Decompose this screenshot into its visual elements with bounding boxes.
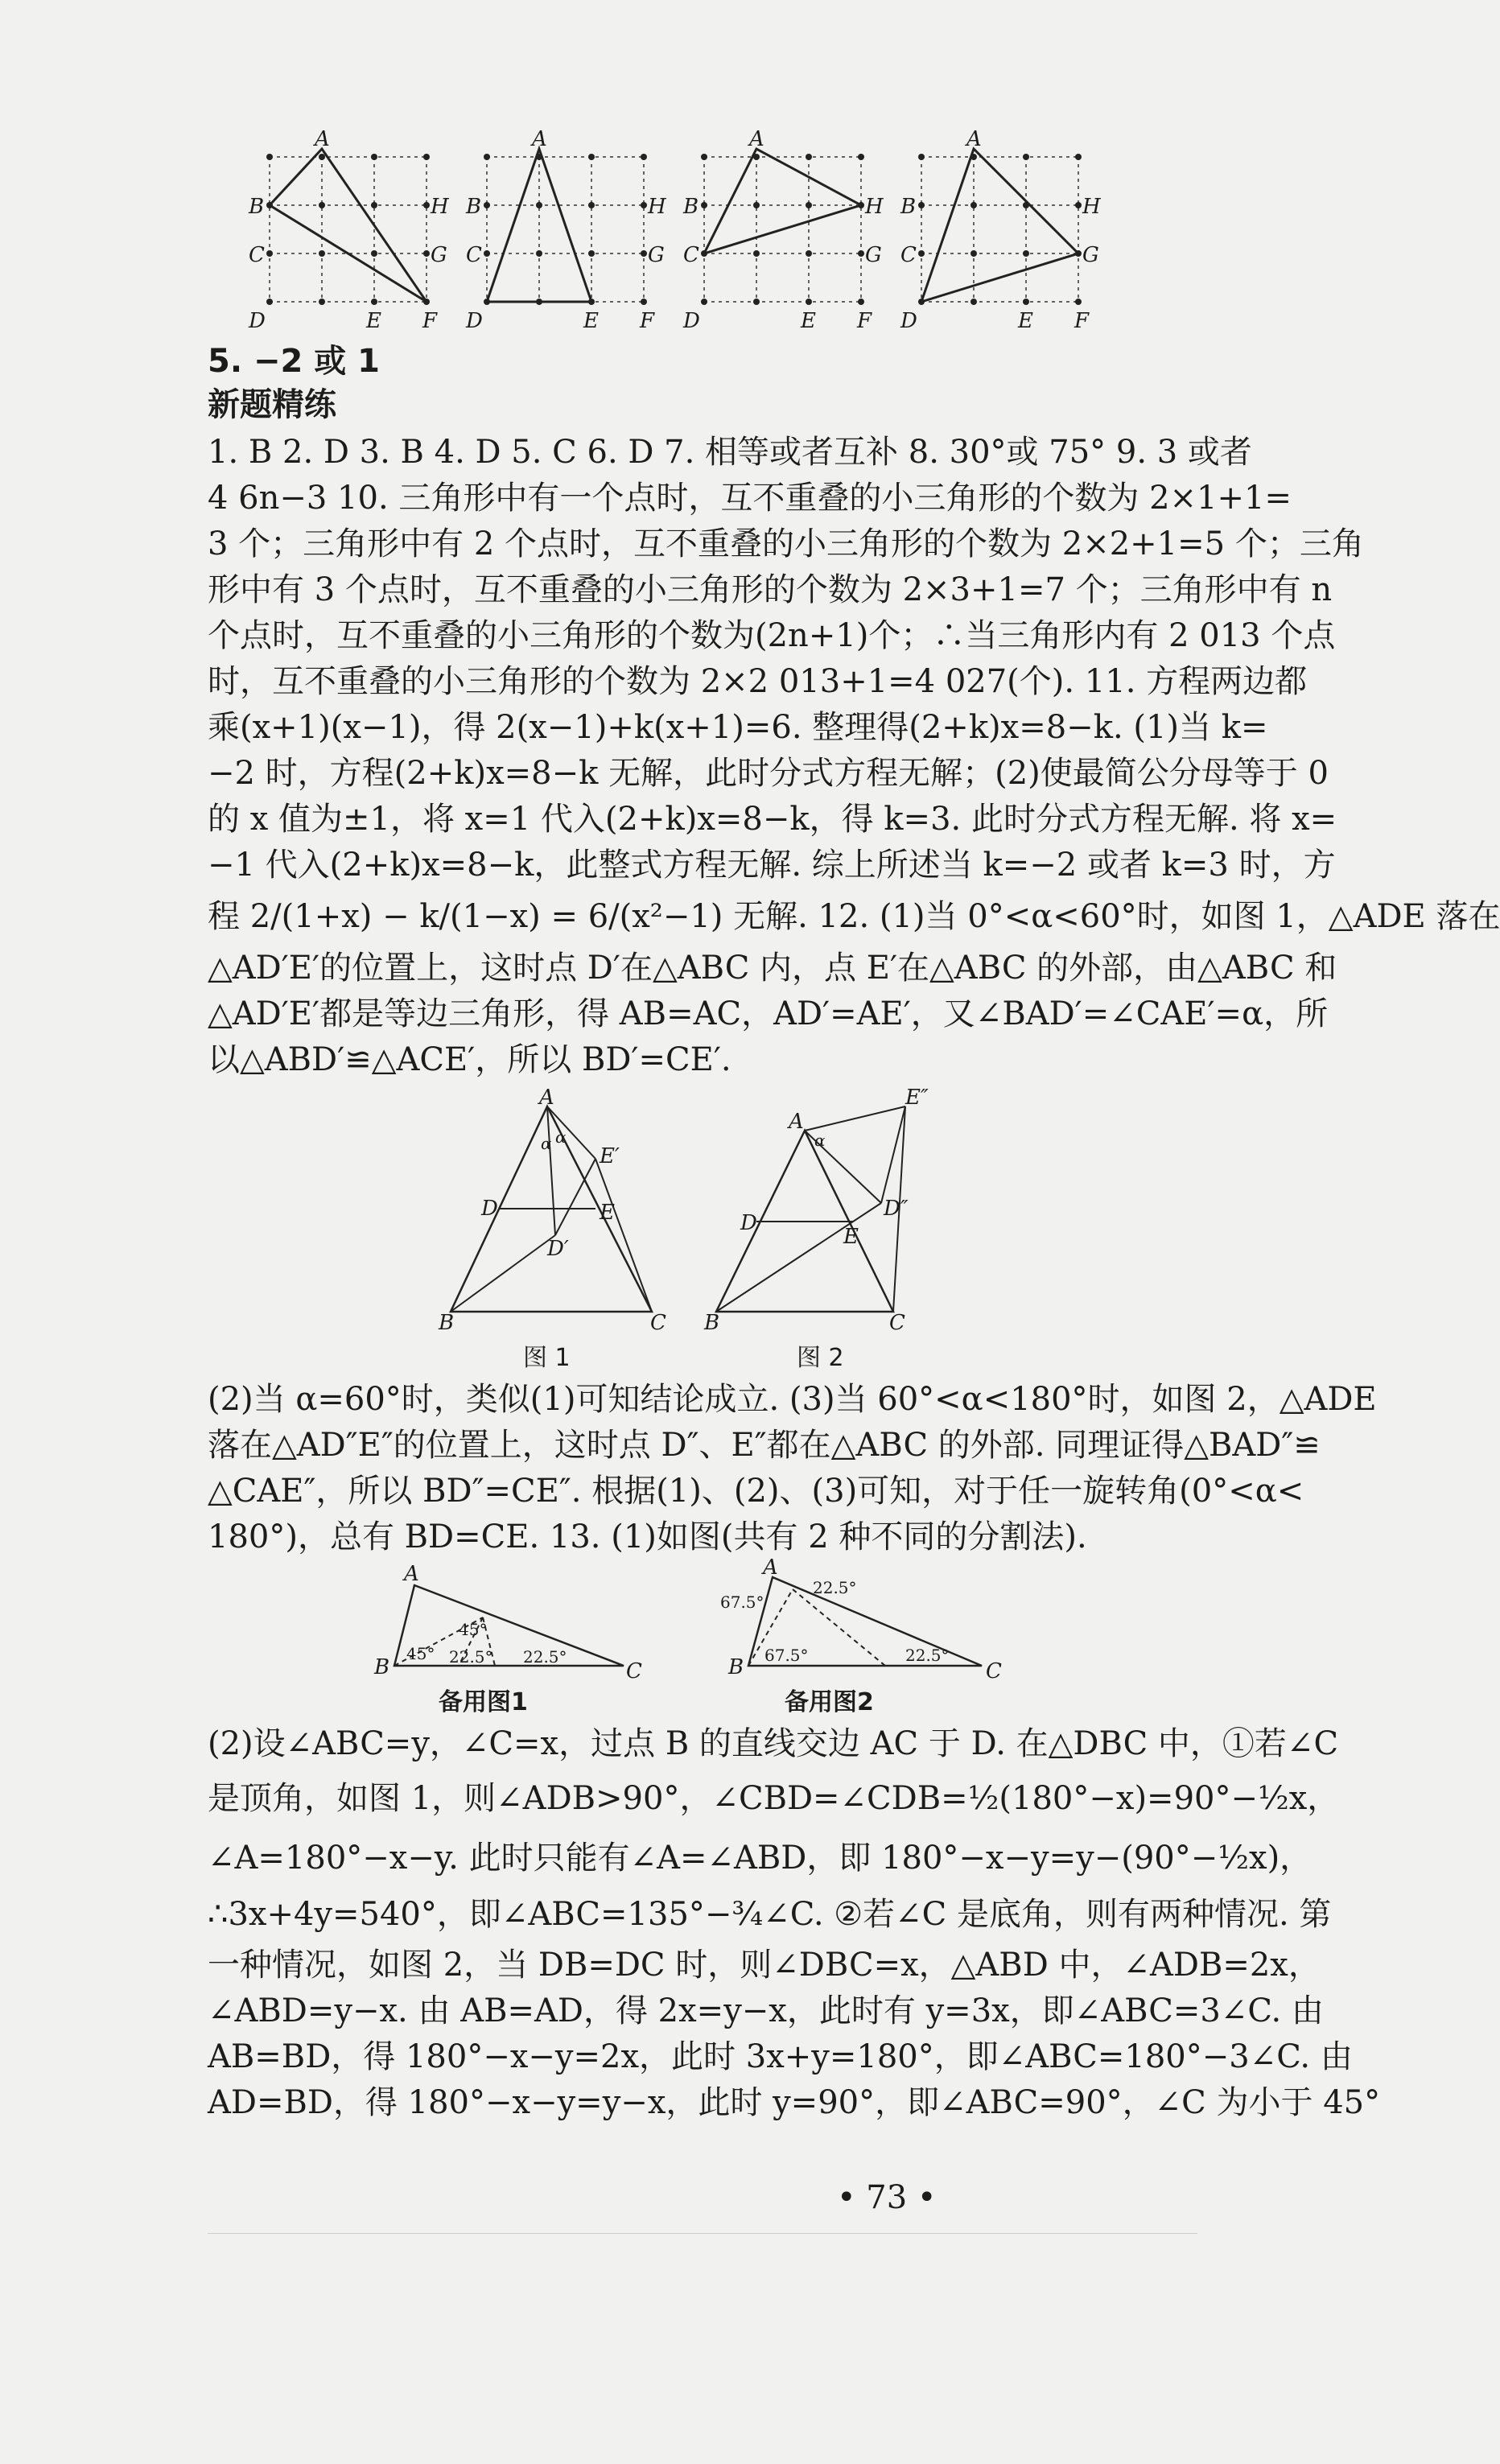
text-line: 形中有 3 个点时，互不重叠的小三角形的个数为 2×3+1=7 个；三角形中有 n (208, 571, 1333, 608)
svg-text:C: C (650, 1311, 666, 1335)
svg-text:C: C (626, 1659, 642, 1683)
svg-text:E: E (801, 309, 816, 333)
svg-text:E: E (600, 1201, 615, 1225)
text-line: 3 个；三角形中有 2 个点时，互不重叠的小三角形的个数为 2×2+1=5 个；三角 (208, 525, 1364, 562)
svg-text:A: A (404, 1562, 419, 1586)
grid-figure-3 (682, 127, 884, 333)
text-line: −2 时，方程(2+k)x=8−k 无解，此时分式方程无解；(2)使最简公分母等于 0 (208, 755, 1329, 792)
svg-text:D: D (740, 1211, 757, 1235)
svg-text:F: F (640, 309, 655, 333)
svg-text:E: E (1018, 309, 1033, 333)
svg-text:D: D (683, 309, 700, 333)
figure-2 (703, 1086, 929, 1335)
svg-text:D: D (249, 309, 266, 333)
text-line: 程 2/(1+x) − k/(1−x) = 6/(x²−1) 无解. 12. (1)当 0°<α<60°时，如图 1，△ADE 落在 (208, 898, 1500, 935)
grid-figures (201, 127, 1167, 342)
grid-figure-4 (900, 127, 1102, 333)
svg-text:G: G (648, 243, 665, 267)
fig1-caption: 图 1 (523, 1344, 571, 1372)
rotation-figures (435, 1086, 950, 1336)
text-line: 1. B 2. D 3. B 4. D 5. C 6. D 7. 相等或者互补 8. 30°或 75° 9. 3 或者 (208, 434, 1252, 471)
svg-text:G: G (1082, 243, 1099, 267)
svg-text:45°: 45° (406, 1644, 435, 1663)
svg-text:A: A (789, 1110, 804, 1134)
svg-text:C: C (249, 243, 265, 267)
svg-text:D′: D′ (547, 1237, 569, 1261)
svg-text:G: G (865, 243, 882, 267)
spare2-caption: 备用图2 (785, 1688, 874, 1716)
svg-text:A: A (966, 127, 982, 151)
spare-figures (370, 1555, 1014, 1683)
grid-figure-1 (248, 127, 450, 333)
text-line: 个点时，互不重叠的小三角形的个数为(2n+1)个；∴当三角形内有 2 013 个点 (208, 617, 1336, 654)
svg-text:F: F (1074, 309, 1090, 333)
svg-text:45°: 45° (459, 1620, 488, 1639)
text-line: (2)设∠ABC=y，∠C=x，过点 B 的直线交边 AC 于 D. 在△DBC 中，①若∠C (208, 1725, 1339, 1762)
text-line: (2)当 α=60°时，类似(1)可知结论成立. (3)当 60°<α<180°时，如图 2，△ADE (208, 1381, 1377, 1418)
text-line: AB=BD，得 180°−x−y=2x，此时 3x+y=180°，即∠ABC=180°−3∠C. 由 (208, 2038, 1353, 2075)
svg-text:E: E (843, 1225, 859, 1249)
svg-text:C: C (889, 1311, 905, 1335)
svg-text:E″: E″ (905, 1086, 929, 1110)
svg-text:B: B (374, 1655, 390, 1679)
text-line: AD=BD，得 180°−x−y=y−x，此时 y=90°，即∠ABC=90°，∠C 为小于 45° (208, 2084, 1381, 2121)
svg-text:C: C (466, 243, 482, 267)
text-line: −1 代入(2+k)x=8−k，此整式方程无解. 综上所述当 k=−2 或者 k=3 时，方 (208, 847, 1336, 884)
text-line: ∠ABD=y−x. 由 AB=AD，得 2x=y−x，此时有 y=3x，即∠ABC=3∠C. 由 (208, 1992, 1324, 2029)
answer-q5: 5. −2 或 1 (208, 343, 380, 380)
svg-text:B: B (900, 195, 917, 219)
svg-text:α: α (541, 1134, 552, 1153)
svg-text:H: H (865, 195, 884, 219)
svg-text:H: H (1082, 195, 1101, 219)
svg-text:C: C (683, 243, 699, 267)
svg-text:A: A (532, 127, 547, 151)
svg-text:A: A (539, 1086, 554, 1110)
svg-text:C: C (986, 1659, 1002, 1683)
text-line: ∠A=180°−x−y. 此时只能有∠A=∠ABD，即 180°−x−y=y−(90°−½x)， (208, 1840, 1312, 1877)
svg-text:A: A (315, 127, 330, 151)
svg-text:22.5°: 22.5° (449, 1647, 493, 1667)
text-line: 以△ABD′≌△ACE′，所以 BD′=CE′. (208, 1041, 731, 1078)
text-line: 乘(x+1)(x−1)，得 2(x−1)+k(x+1)=6. 整理得(2+k)x=8−k. (1)当 k= (208, 709, 1268, 746)
text-line: 的 x 值为±1，将 x=1 代入(2+k)x=8−k，得 k=3. 此时分式方程无解. 将 x= (208, 801, 1337, 838)
svg-text:B: B (704, 1311, 720, 1335)
svg-text:B: B (439, 1311, 455, 1335)
footer-divider (208, 2233, 1197, 2234)
svg-text:D: D (466, 309, 483, 333)
svg-text:G: G (431, 243, 447, 267)
svg-text:B: B (728, 1655, 744, 1679)
grid-figure-2 (465, 127, 667, 333)
svg-text:D″: D″ (884, 1197, 909, 1221)
svg-text:D: D (900, 309, 917, 333)
text-line: 一种情况，如图 2，当 DB=DC 时，则∠DBC=x，△ABD 中，∠ADB=2x， (208, 1947, 1321, 1984)
text-line: △AD′E′的位置上，这时点 D′在△ABC 内，点 E′在△ABC 的外部，由△ABC 和 (208, 950, 1337, 987)
spare-figure-1 (373, 1562, 642, 1683)
svg-text:F: F (422, 309, 438, 333)
svg-text:α: α (814, 1131, 826, 1150)
text-line: ∴3x+4y=540°，即∠ABC=135°−¾∠C. ②若∠C 是底角，则有两种情况. 第 (208, 1896, 1332, 1933)
figure-1 (438, 1086, 666, 1335)
svg-text:B: B (249, 195, 265, 219)
svg-text:A: A (763, 1555, 778, 1580)
svg-text:B: B (683, 195, 699, 219)
svg-text:α: α (555, 1127, 567, 1147)
text-line: △CAE″，所以 BD″=CE″. 根据(1)、(2)、(3)可知，对于任一旋转角(0°<α< (208, 1473, 1304, 1510)
svg-text:E′: E′ (600, 1144, 620, 1168)
text-line: 时，互不重叠的小三角形的个数为 2×2 013+1=4 027(个). 11. 方程两边都 (208, 663, 1308, 700)
svg-text:22.5°: 22.5° (813, 1578, 857, 1597)
svg-text:F: F (857, 309, 872, 333)
spare1-caption: 备用图1 (439, 1688, 528, 1716)
spare-figure-2 (720, 1555, 1002, 1683)
text-line: 落在△AD″E″的位置上，这时点 D″、E″都在△ABC 的外部. 同理证得△BAD″≌ (208, 1427, 1321, 1464)
text-line: △AD′E′都是等边三角形，得 AB=AC，AD′=AE′，又∠BAD′=∠CAE′=α，所 (208, 995, 1329, 1032)
page-number: • 73 • (837, 2179, 937, 2216)
svg-text:C: C (900, 243, 917, 267)
svg-text:B: B (466, 195, 482, 219)
svg-text:67.5°: 67.5° (720, 1593, 764, 1612)
svg-text:A: A (749, 127, 764, 151)
svg-text:D: D (481, 1197, 498, 1221)
text-line: 4 6n−3 10. 三角形中有一个点时，互不重叠的小三角形的个数为 2×1+1= (208, 480, 1292, 517)
section-title: 新题精练 (208, 386, 336, 423)
text-line: 180°)，总有 BD=CE. 13. (1)如图(共有 2 种不同的分割法). (208, 1518, 1087, 1555)
fig2-caption: 图 2 (797, 1344, 844, 1372)
svg-text:67.5°: 67.5° (764, 1646, 809, 1665)
text-line: 是顶角，如图 1，则∠ADB>90°，∠CBD=∠CDB=½(180°−x)=90°−½x， (208, 1780, 1340, 1817)
svg-text:E: E (366, 309, 381, 333)
svg-text:H: H (431, 195, 449, 219)
svg-text:H: H (648, 195, 666, 219)
svg-text:22.5°: 22.5° (905, 1646, 950, 1665)
svg-text:E: E (583, 309, 599, 333)
svg-text:22.5°: 22.5° (523, 1647, 567, 1667)
